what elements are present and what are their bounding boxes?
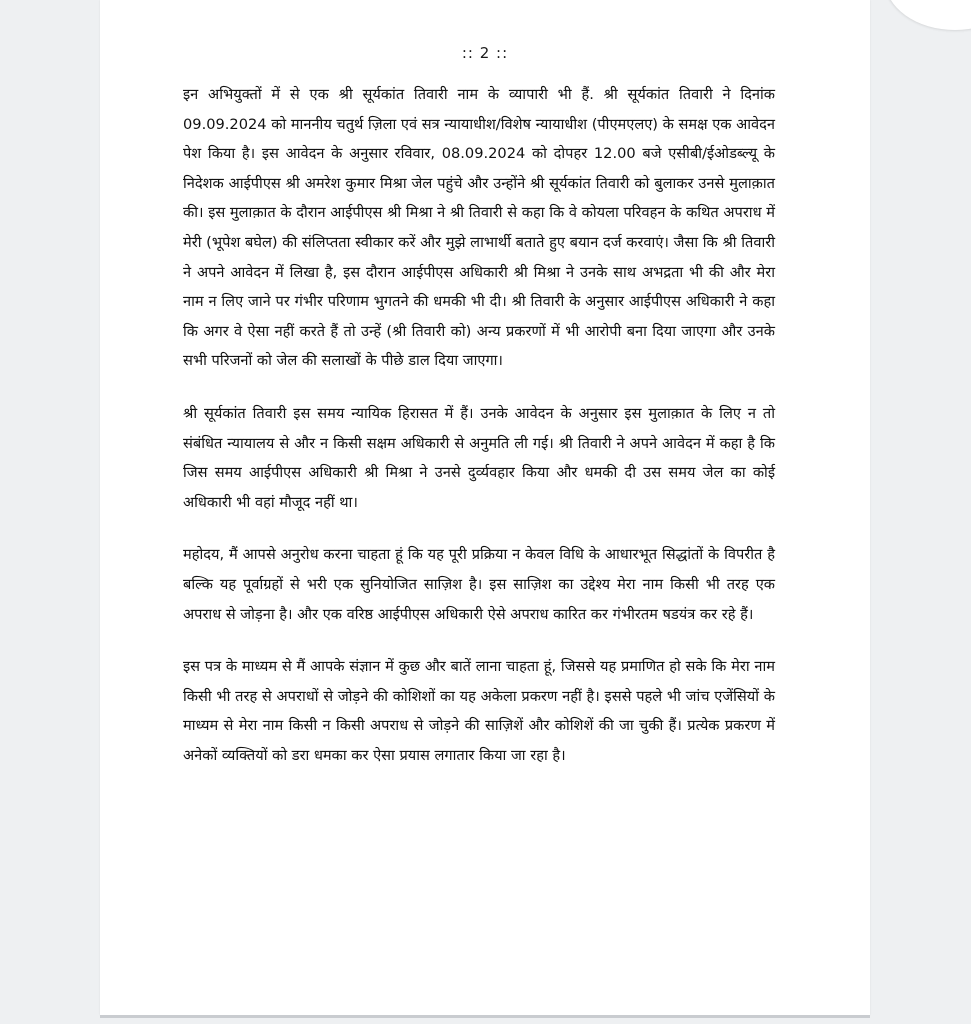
paragraph: इस पत्र के माध्यम से मैं आपके संज्ञान में कुछ और बातें लाना चाहता हूं, जिससे यह प्रमाणित हो सके कि मेरा नाम किसी भी तरह से अपराधों से जोड़ने की कोशिशों का यह अकेला प्रकरण नहीं है। इससे पहले भी जांच एजेंसियों के माध्यम से मेरा नाम किसी न किसी अपराध से जोड़ने की साज़िशें और कोशिशें की जा चुकी हैं। प्रत्येक प्रकरण में अनेकों व्यक्तियों को डरा धमका कर ऐसा प्रयास लगातार किया जा रहा है। [183,658,775,764]
page-edge-divider [100,1015,870,1018]
paragraph: श्री सूर्यकांत तिवारी इस समय न्यायिक हिरासत में हैं। उनके आवेदन के अनुसार इस मुलाक़ात के लिए न तो संबंधित न्यायालय से और न किसी सक्षम अधिकारी से अनुमति ली गई। श्री तिवारी ने अपने आवेदन में कहा है कि जिस समय आईपीएस अधिकारी श्री मिश्रा ने उनसे दुर्व्यवहार किया और धमकी दी उस समय जेल का कोई अधिकारी भी वहां मौजूद नहीं था। [183,404,775,511]
paragraph: महोदय, मैं आपसे अनुरोध करना चाहता हूं कि यह पूरी प्रक्रिया न केवल विधि के आधारभूत सिद्धांतों के विपरीत है बल्कि यह पूर्वाग्रहों से भरी एक सुनियोजित साज़िश है। इस साज़िश का उद्देश्य मेरा नाम किसी भी तरह एक अपराध से जोड़ना है। और एक वरिष्ठ आईपीएस अधिकारी ऐसे अपराध कारित कर गंभीरतम षडयंत्र कर रहे हैं। [183,546,775,623]
document-page [100,0,870,1015]
paragraph: इन अभियुक्तों में से एक श्री सूर्यकांत तिवारी नाम के व्यापारी भी हैं. श्री सूर्यकांत तिवारी ने दिनांक 09.09.2024 को माननीय चतुर्थ ज़िला एवं सत्र न्यायाधीश/विशेष न्यायाधीश (पीएमएलए) के समक्ष एक आवेदन पेश किया है। इस आवेदन के अनुसार रविवार, 08.09.2024 को दोपहर 12.00 बजे एसीबी/ईओडब्ल्यू के निदेशक आईपीएस श्री अमरेश कुमार मिश्रा जेल पहुंचे और उन्होंने श्री सूर्यकांत तिवारी को बुलाकर उनसे मुलाक़ात की। इस मुलाक़ात के दौरान आईपीएस श्री मिश्रा ने श्री तिवारी से कहा कि वे कोयला परिवहन के कथित अपराध में मेरी (भूपेश बघेल) की संलिप्तता स्वीकार करें और मुझे लाभार्थी बताते हुए बयान दर्ज करवाएं। जैसा कि श्री तिवारी ने अपने आवेदन में लिखा है, इस दौरान आईपीएस अधिकारी श्री मिश्रा ने उनके साथ अभद्रता भी की और मेरा नाम न लिए जाने पर गंभीर परिणाम भुगतने की धमकी भी दी। श्री तिवारी के अनुसार आईपीएस अधिकारी ने कहा कि अगर वे ऐसा नहीं करते हैं तो उन्हें (श्री तिवारी को) अन्य प्रकरणों में भी आरोपी बना दिया जाएगा और उनके सभी परिजनों को जेल की सलाखों के पीछे डाल दिया जाएगा। [183,86,775,370]
page-number: :: 2 :: [461,44,509,62]
document-body [183,80,775,793]
background-shape [885,0,971,30]
